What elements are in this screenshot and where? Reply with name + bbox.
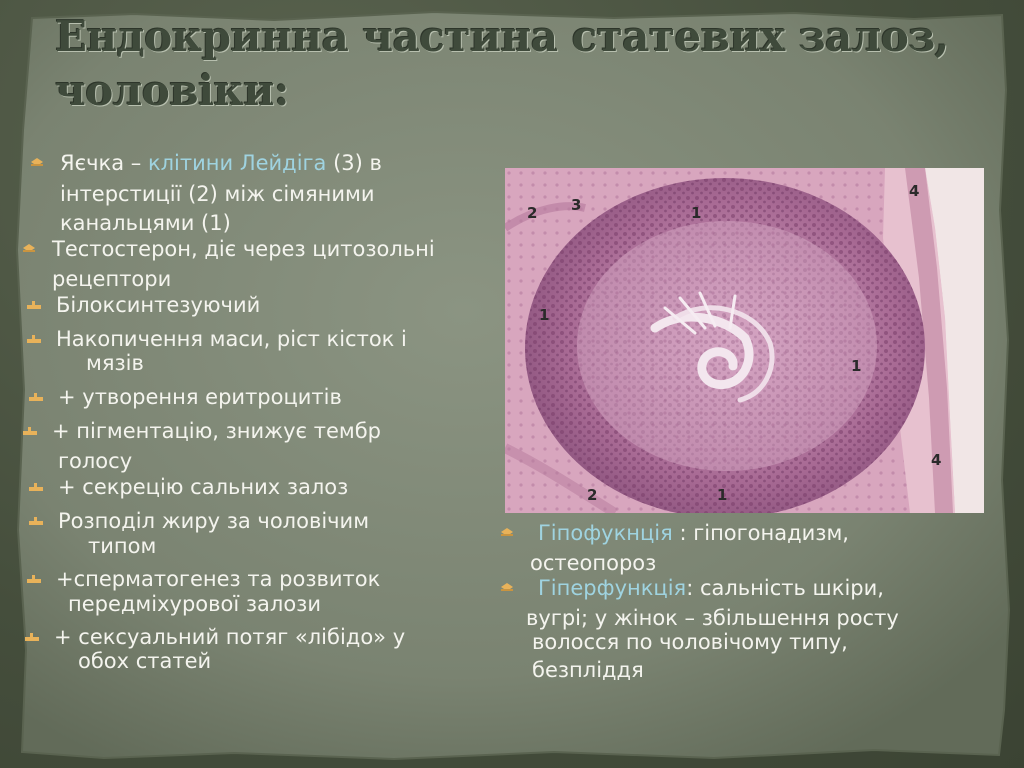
bullet-line: безпліддя [532,658,644,682]
hand-bullet-icon [24,629,38,643]
bullet-text: + сексуальний потяг «лібідо» у [54,625,406,649]
bullet-rest: : гіпогонадизм, [672,521,849,545]
bullet-text: + пігментацію, знижує тембр [52,419,381,443]
micrograph-label: 3 [571,196,582,214]
micrograph-label: 2 [527,204,538,222]
title-line-2: чоловіки: [55,66,290,115]
bullet-line: інтерстиції (2) між сімяними [60,182,375,206]
hand-bullet-icon [26,571,40,585]
hand-bullet-icon [28,479,42,493]
bullet-line: остеопороз [530,551,657,575]
diamond-bullet-icon [500,525,514,539]
bullet-highlight: клітини Лейдіга [147,151,327,175]
hand-bullet-icon [26,331,40,345]
bullet-line: канальцями (1) [60,211,231,235]
bullet-text: +сперматогенез та розвиток [56,567,381,591]
bullet-text: Білоксинтезуючий [56,293,261,317]
hand-bullet-icon [26,297,40,311]
micrograph-label: 2 [587,486,598,504]
micrograph-label: 1 [539,306,550,324]
bullet-rest: : сальність шкіри, [686,576,884,600]
bullet-text: + секрецію сальних залоз [58,475,349,499]
bullet-line: обох статей [78,649,212,673]
micrograph-image [505,168,984,513]
bullet-highlight: Гіпофукнція [538,521,673,545]
diamond-bullet-icon [30,155,44,169]
bullet-line: передміхурової залози [68,592,321,616]
hand-bullet-icon [28,389,42,403]
bullet-line: рецептори [52,267,172,291]
hand-bullet-icon [22,423,36,437]
bullet-line: вугрі; у жінок – збільшення росту [526,606,899,630]
title-line-1: Ендокринна частина статевих залоз, [55,12,949,61]
micrograph-label: 1 [691,204,702,222]
bullet-text: Розподіл жиру за чоловічим [58,509,370,533]
slide-title [55,10,955,118]
diamond-bullet-icon [500,580,514,594]
micrograph-label: 4 [931,451,942,469]
bullet-line: голосу [58,449,133,473]
micrograph-label: 1 [851,357,862,375]
diamond-bullet-icon [22,241,36,255]
bullet-text: Накопичення маси, ріст кісток і [56,327,407,351]
micrograph-label: 4 [909,182,920,200]
micrograph-label: 1 [717,486,728,504]
bullet-text: Тестостерон, діє через цитозольні [52,237,435,261]
bullet-text: + утворення еритроцитів [58,385,342,409]
bullet-line: типом [88,534,157,558]
bullet-line: волосся по чоловічому типу, [532,630,848,654]
bullet-rest: (3) в [326,151,382,175]
bullet-highlight: Гіперфункція [538,576,687,600]
bullet-prefix: Яєчка – [60,151,148,175]
bullet-line: мязів [86,351,144,375]
hand-bullet-icon [28,513,42,527]
